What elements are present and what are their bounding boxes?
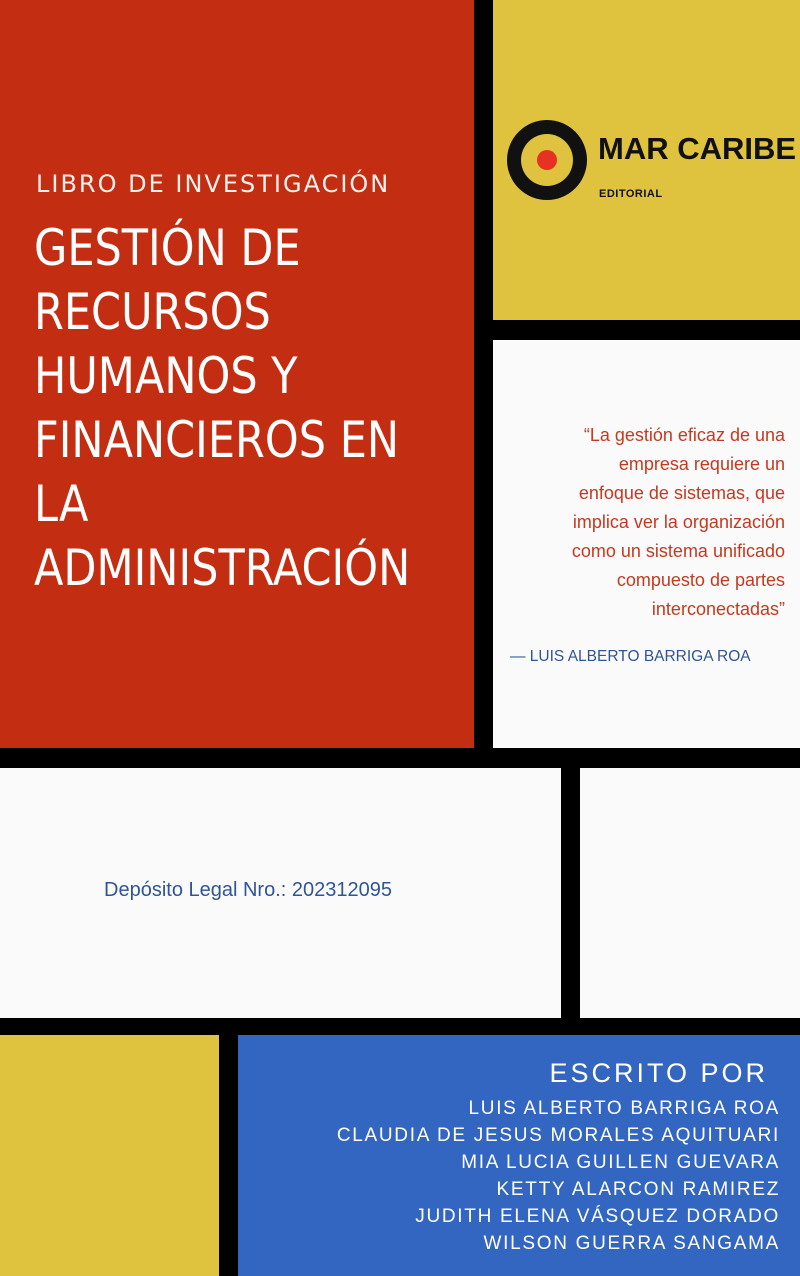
quote-line: enfoque de sistemas, que: [578, 483, 785, 503]
quote-line: como un sistema unificado: [571, 541, 785, 561]
author-name: CLAUDIA DE JESUS MORALES AQUITUARI: [336, 1125, 780, 1146]
quote-line: “La gestión eficaz de una: [583, 425, 785, 445]
logo-dot: [537, 150, 557, 170]
authors-heading: ESCRITO POR: [549, 1058, 768, 1088]
target-logo-icon: [507, 120, 587, 200]
white-right-panel: [580, 768, 800, 1018]
author-name: WILSON GUERRA SANGAMA: [483, 1233, 780, 1254]
publisher-name: MAR CARIBE: [598, 131, 797, 166]
quote-author: — LUIS ALBERTO BARRIGA ROA: [510, 648, 751, 665]
authors-list: [337, 1095, 780, 1257]
title-line: FINANCIEROS EN: [34, 411, 400, 469]
author-name: JUDITH ELENA VÁSQUEZ DORADO: [415, 1206, 780, 1227]
title-line: HUMANOS Y: [34, 347, 298, 405]
title-line: LA: [34, 475, 89, 533]
title-line: GESTIÓN DE: [34, 219, 301, 277]
logo-inner-ring: [521, 134, 573, 186]
author-name: MIA LUCIA GUILLEN GUEVARA: [461, 1152, 780, 1173]
book-subtitle: LIBRO DE INVESTIGACIÓN: [36, 170, 391, 198]
title-line: ADMINISTRACIÓN: [34, 539, 411, 597]
publisher-tagline: EDITORIAL: [599, 188, 663, 200]
book-title: [34, 216, 411, 600]
quote-line: interconectadas”: [651, 599, 785, 619]
title-line: RECURSOS: [34, 283, 271, 341]
quote-line: compuesto de partes: [616, 570, 785, 590]
quote-line: implica ver la organización: [572, 512, 785, 532]
quote-line: empresa requiere un: [618, 454, 785, 474]
author-name: LUIS ALBERTO BARRIGA ROA: [468, 1098, 780, 1119]
author-name: KETTY ALARCON RAMIREZ: [496, 1179, 780, 1200]
legal-deposit: Depósito Legal Nro.: 202312095: [104, 879, 392, 901]
quote-text: [505, 421, 785, 624]
yellow-bottom-panel: [0, 1035, 219, 1276]
